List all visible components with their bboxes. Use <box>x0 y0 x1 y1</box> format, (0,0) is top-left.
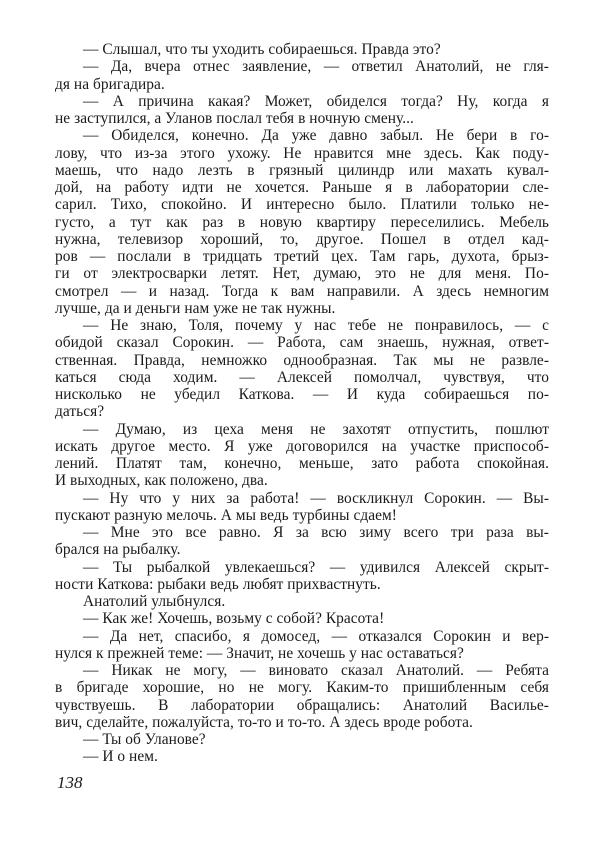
text-line: нисколько не убедил Каткова. — И куда собираешься по- <box>55 386 549 403</box>
text-line: — Не знаю, Толя, почему у нас тебе не понравилось, — с <box>83 317 549 334</box>
text-line: ности Каткова: рыбаки ведь любят прихвастнуть. <box>55 575 381 593</box>
text-line: искать другое место. Я уже договорился на участке приспособ- <box>55 437 549 455</box>
text-line: — Да нет, спасибо, я домосед, — отказался Сорокин и вер- <box>83 627 549 645</box>
text-line: нулся к прежней теме: — Значит, не хочешь у нас оставаться? <box>55 644 464 662</box>
text-line: лений. Платят там, конечно, меньше, зато работа спокойная. <box>55 455 549 472</box>
page-number: 138 <box>57 773 83 792</box>
text-line: в бригаде хорошие, но не могу. Каким-то пришибленным себя <box>55 679 549 697</box>
text-line: ги от электросварки летят. Нет, думаю, это не для меня. По- <box>55 265 549 283</box>
text-line: — И о нем. <box>83 748 158 766</box>
text-line: не заступился, а Уланов послал тебя в ночную смену... <box>55 110 414 127</box>
text-line: Анатолий улыбнулся. <box>83 593 226 610</box>
text-line: брался на рыбалку. <box>55 541 181 559</box>
text-line: — Слышал, что ты уходить собираешься. Правда это? <box>83 41 441 58</box>
text-line: дя на бригадира. <box>55 75 165 93</box>
text-line: — Ты рыбалкой увлекаешься? — удивился Алексей скрыт- <box>83 558 549 576</box>
text-line: — Ты об Уланове? <box>83 731 206 748</box>
text-line: — Обиделся, конечно. Да уже давно забыл. Не бери в го- <box>83 127 549 145</box>
text-line: лову, что из-за этого ухожу. Не нравится мне здесь. Как поду- <box>55 144 549 162</box>
text-line: ров — послали в тридцать третий цех. Там гарь, духота, брыз- <box>55 248 549 265</box>
text-line: каться сюда ходим. — Алексей помолчал, чувствуя, что <box>55 368 549 386</box>
text-line: даться? <box>55 403 105 421</box>
page-body <box>55 41 549 766</box>
text-line: пускают разную мелочь. А мы ведь турбины сдаем! <box>55 506 397 524</box>
text-line: дой, на работу идти не хочется. Раньше я в лаборатории сле- <box>55 179 549 196</box>
text-line: чувствуешь. В лаборатории обращались: Анатолий Василье- <box>55 696 549 714</box>
text-line: смотрел — и назад. Тогда к вам направили. А здесь немногим <box>55 282 549 300</box>
text-line: — Да, вчера отнес заявление, — ответил Анатолий, не гля- <box>83 58 549 76</box>
text-line: ственная. Правда, немножко однообразная. Так мы не развле- <box>55 351 549 369</box>
text-line: И выходных, как положено, два. <box>55 472 268 490</box>
text-line: сарил. Тихо, спокойно. И интересно было. Платили только не- <box>55 196 549 214</box>
text-line: — Думаю, из цеха меня не захотят отпустить, пошлют <box>83 420 549 438</box>
text-line: — Как же! Хочешь, возьму с собой? Красота! <box>83 610 385 628</box>
text-line: маешь, что надо лезть в грязный цилиндр или махать кувал- <box>55 161 549 179</box>
text-line: — Никак не могу, — виновато сказал Анатолий. — Ребята <box>83 662 549 679</box>
text-line: — А причина какая? Может, обиделся тогда? Ну, когда я <box>83 92 549 110</box>
text-line: обидой сказал Сорокин. — Работа, сам знаешь, нужная, ответ- <box>55 334 549 352</box>
text-line: нужна, телевизор хороший, то, другое. Пошел в отдел кад- <box>55 230 549 248</box>
text-line: густо, а тут как раз в новую квартиру переселились. Мебель <box>55 213 549 231</box>
text-line: лучше, да и деньги нам уже не так нужны. <box>55 299 336 317</box>
text-line: вич, сделайте, пожалуйста, то-то и то-то. А здесь вроде робота. <box>55 713 473 731</box>
text-line: — Ну что у них за работа! — воскликнул Сорокин. — Вы- <box>83 489 549 507</box>
text-line: — Мне это все равно. Я за всю зиму всего три раза вы- <box>83 524 549 541</box>
